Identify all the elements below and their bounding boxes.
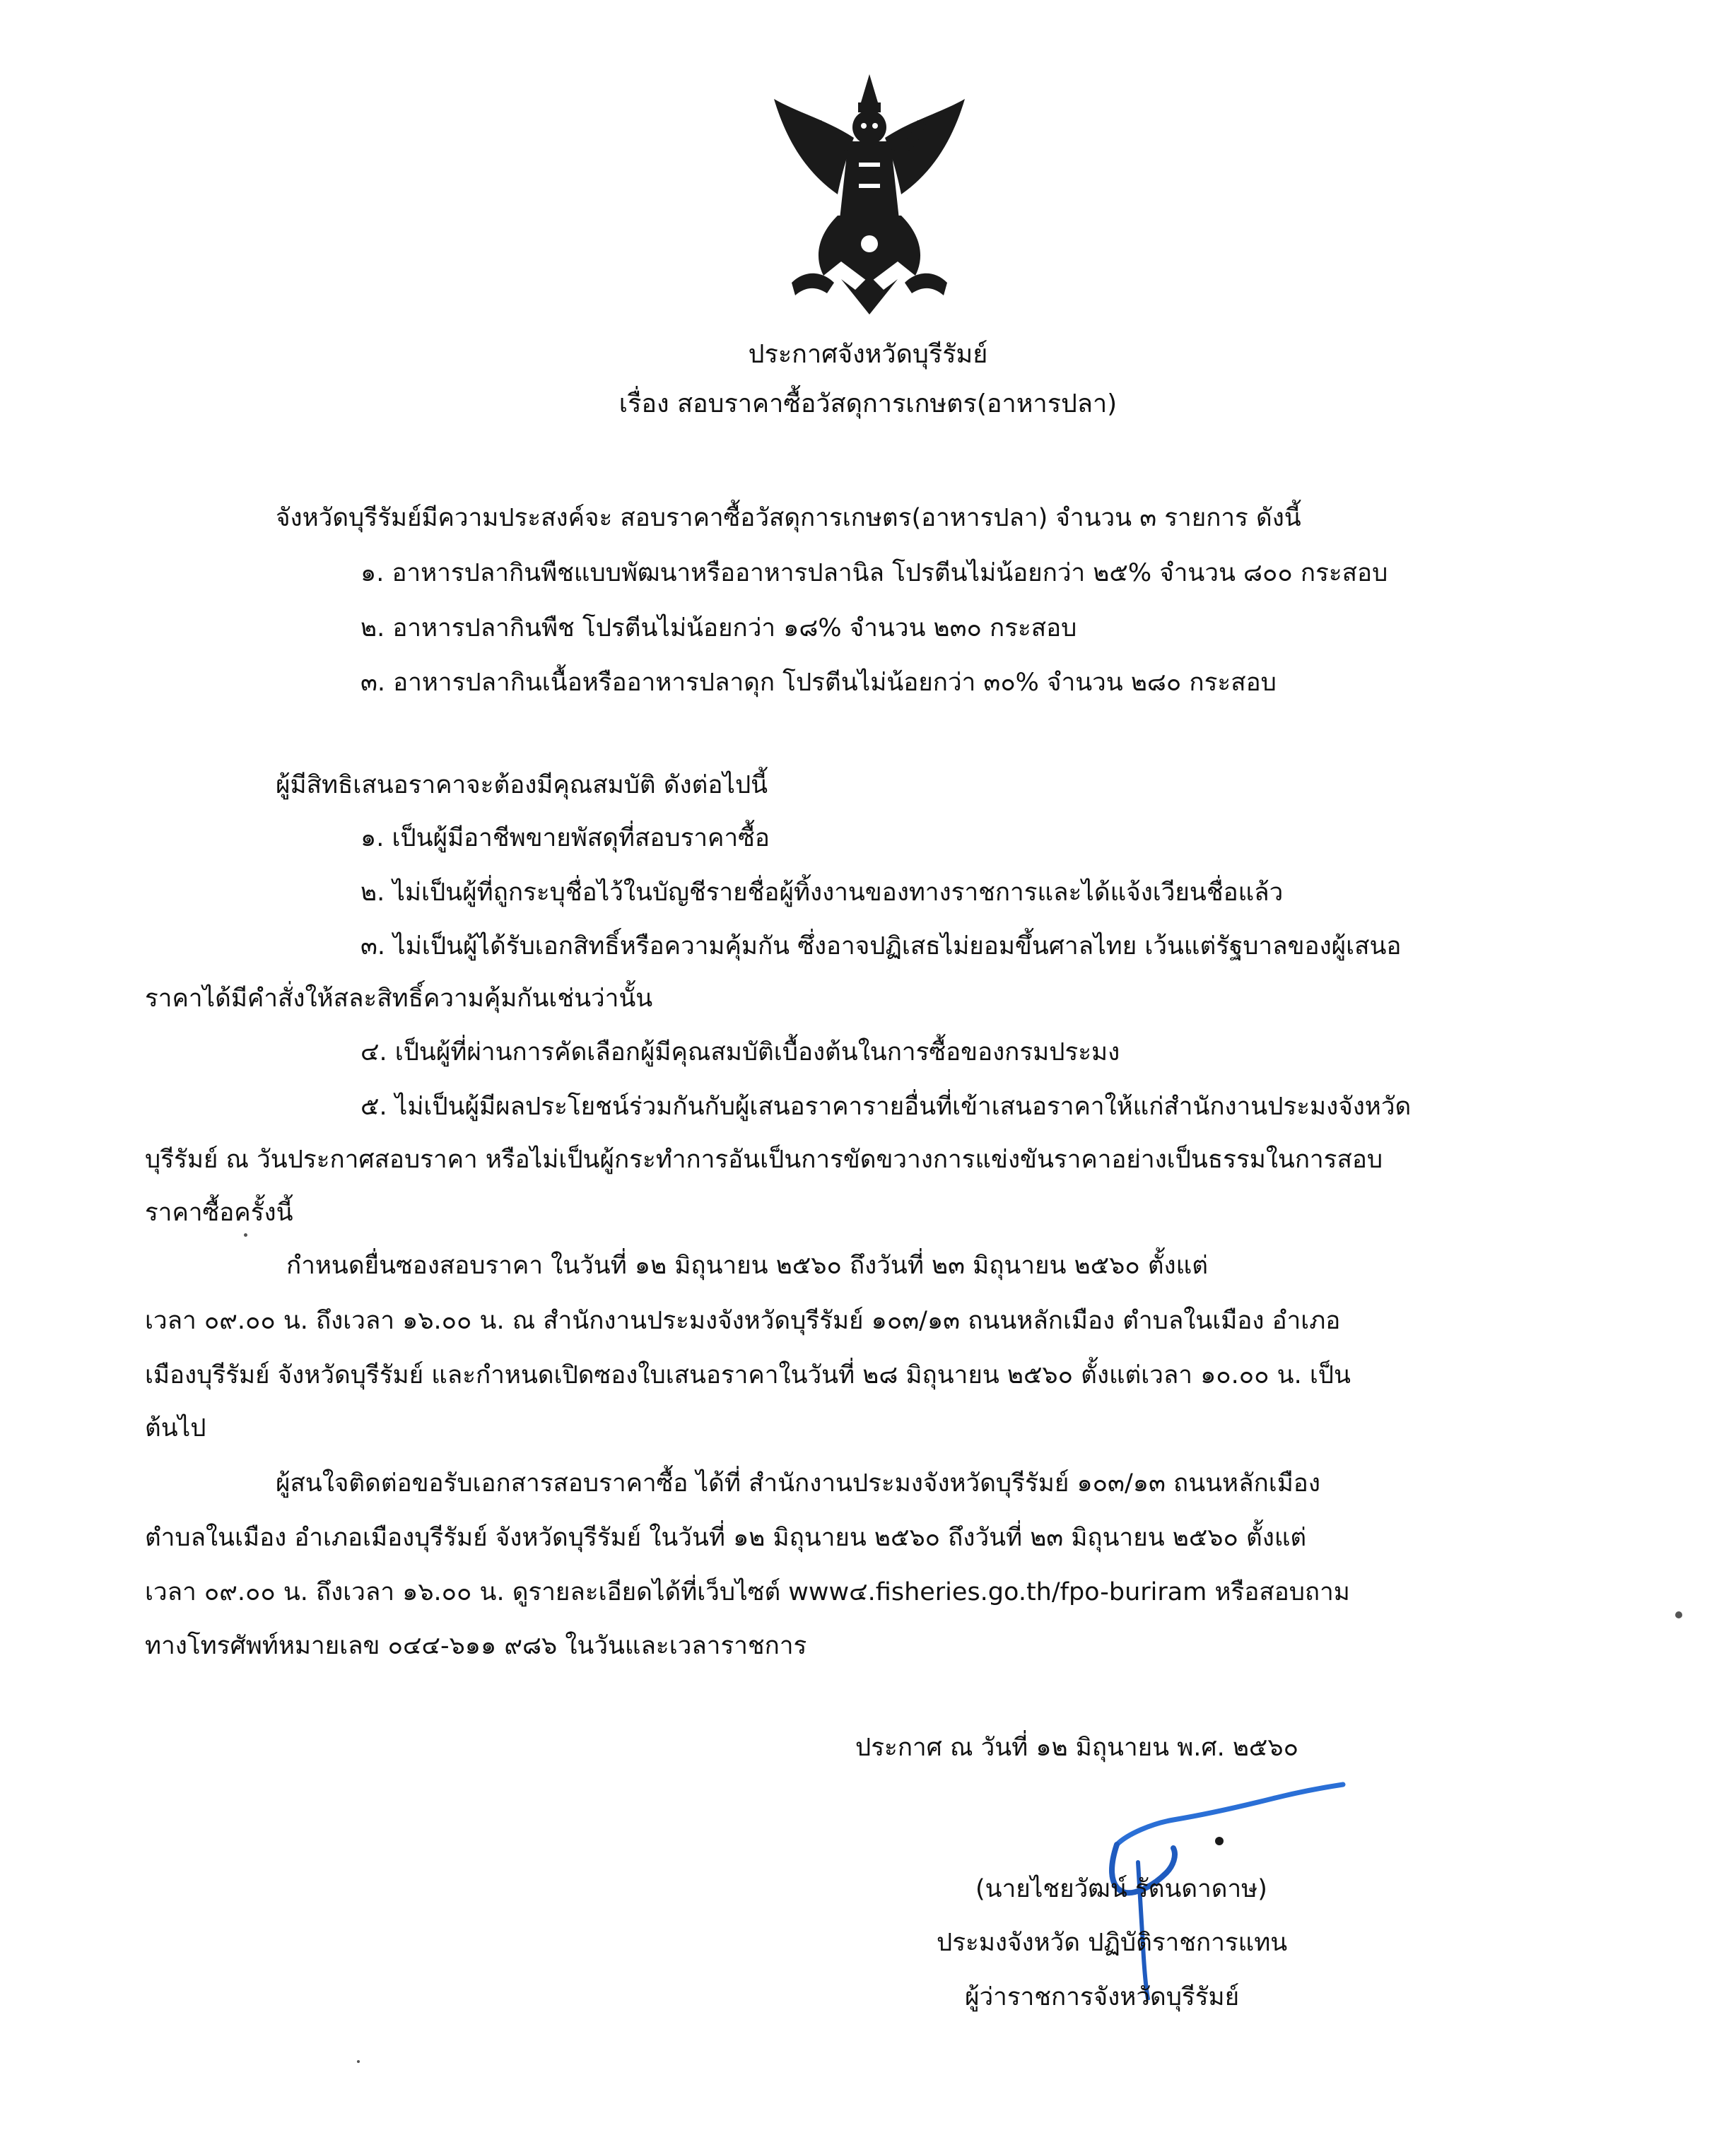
qualification-item-5-line-2: บุรีรัมย์ ณ วันประกาศสอบราคา หรือไม่เป็นผู้กระทำการอันเป็นการขัดขวางการแข่งขันราคาอย่างเป็นธรรมในการสอบ [145,1146,1383,1174]
submission-line-2: เวลา ๐๙.๐๐ น. ถึงเวลา ๑๖.๐๐ น. ณ สำนักงานประมงจังหวัดบุรีรัมย์ ๑๐๓/๑๓ ถนนหลักเมือง ตำบลในเมือง อำเภอ [145,1307,1341,1335]
contact-line-3: เวลา ๐๙.๐๐ น. ถึงเวลา ๑๖.๐๐ น. ดูรายละเอียดได้ที่เว็บไซต์ www๔.fisheries.go.th/fpo-buriram หรือสอบถาม [145,1578,1350,1606]
qualification-item-2: ๒. ไม่เป็นผู้ที่ถูกระบุชื่อไว้ในบัญชีรายชื่อผู้ทิ้งงานของทางราชการและได้แจ้งเวียนชื่อแล้ว [360,878,1284,907]
garuda-emblem-icon [770,71,968,318]
scan-speck [357,2060,360,2063]
qualification-item-3-line-1: ๓. ไม่เป็นผู้ได้รับเอกสิทธิ์หรือความคุ้มกัน ซึ่งอาจปฏิเสธไม่ยอมขึ้นศาลไทย เว้นแต่รัฐบาลของผู้เสนอ [360,932,1402,960]
qualification-item-1: ๑. เป็นผู้มีอาชีพขายพัสดุที่สอบราคาซื้อ [360,824,770,852]
scan-speck [244,1233,247,1237]
contact-line-1: ผู้สนใจติดต่อขอรับเอกสารสอบราคาซื้อ ได้ที่ สำนักงานประมงจังหวัดบุรีรัมย์ ๑๐๓/๑๓ ถนนหลักเมือง [276,1469,1320,1498]
announcement-subject: เรื่อง สอบราคาซื้อวัสดุการเกษตร(อาหารปลา) [618,389,1118,418]
submission-line-4: ต้นไป [145,1414,206,1442]
qualification-item-5-line-1: ๕. ไม่เป็นผู้มีผลประโยชน์ร่วมกันกับผู้เสนอราคารายอื่นที่เข้าเสนอราคาให้แก่สำนักงานประมงจังหวัด [360,1093,1412,1121]
fish-feed-item-1: ๑. อาหารปลากินพืชแบบพัฒนาหรืออาหารปลานิล โปรตีนไม่น้อยกว่า ๒๕% จำนวน ๘๐๐ กระสอบ [360,559,1388,587]
signatory-position: ประมงจังหวัด ปฏิบัติราชการแทน [937,1929,1288,1957]
qualification-item-4: ๔. เป็นผู้ที่ผ่านการคัดเลือกผู้มีคุณสมบัติเบื้องต้นในการซื้อของกรมประมง [360,1038,1120,1066]
intro-text: จังหวัดบุรีรัมย์มีความประสงค์จะ สอบราคาซื้อวัสดุการเกษตร(อาหารปลา) จำนวน ๓ รายการ ดังนี้ [276,504,1301,532]
signatory-name: (นายไชยวัฒน์ รัตนดาดาษ) [975,1875,1267,1903]
announcement-title: ประกาศจังหวัดบุรีรัมย์ [748,340,988,369]
announcement-date: ประกาศ ณ วันที่ ๑๒ มิถุนายน พ.ศ. ๒๕๖๐ [855,1734,1298,1762]
fish-feed-item-3: ๓. อาหารปลากินเนื้อหรืออาหารปลาดุก โปรตีนไม่น้อยกว่า ๓๐% จำนวน ๒๘๐ กระสอบ [360,669,1277,697]
qualification-item-3-line-2: ราคาได้มีคำสั่งให้สละสิทธิ์ความคุ้มกันเช่นว่านั้น [145,984,653,1013]
qualifications-heading: ผู้มีสิทธิเสนอราคาจะต้องมีคุณสมบัติ ดังต่อไปนี้ [276,771,768,799]
submission-line-3: เมืองบุรีรัมย์ จังหวัดบุรีรัมย์ และกำหนดเปิดซองใบเสนอราคาในวันที่ ๒๘ มิถุนายน ๒๕๖๐ ตั้งแต่เวลา ๑๐.๐๐ น. เป็น [145,1361,1351,1389]
qualification-item-5-line-3: ราคาซื้อครั้งนี้ [145,1199,293,1227]
submission-line-1: กำหนดยื่นซองสอบราคา ในวันที่ ๑๒ มิถุนายน ๒๕๖๐ ถึงวันที่ ๒๓ มิถุนายน ๒๕๖๐ ตั้งแต่ [286,1252,1208,1280]
scan-speck [1675,1611,1682,1618]
signatory-office: ผู้ว่าราชการจังหวัดบุรีรัมย์ [965,1983,1240,2011]
fish-feed-item-2: ๒. อาหารปลากินพืช โปรตีนไม่น้อยกว่า ๑๘% จำนวน ๒๓๐ กระสอบ [360,614,1077,642]
contact-line-2: ตำบลในเมือง อำเภอเมืองบุรีรัมย์ จังหวัดบุรีรัมย์ ในวันที่ ๑๒ มิถุนายน ๒๕๖๐ ถึงวันที่ ๒๓ มิถุนายน ๒๕๖๐ ตั้งแต่ [145,1524,1307,1552]
contact-line-4: ทางโทรศัพท์หมายเลข ๐๔๔-๖๑๑ ๙๘๖ ในวันและเวลาราชการ [145,1632,807,1660]
